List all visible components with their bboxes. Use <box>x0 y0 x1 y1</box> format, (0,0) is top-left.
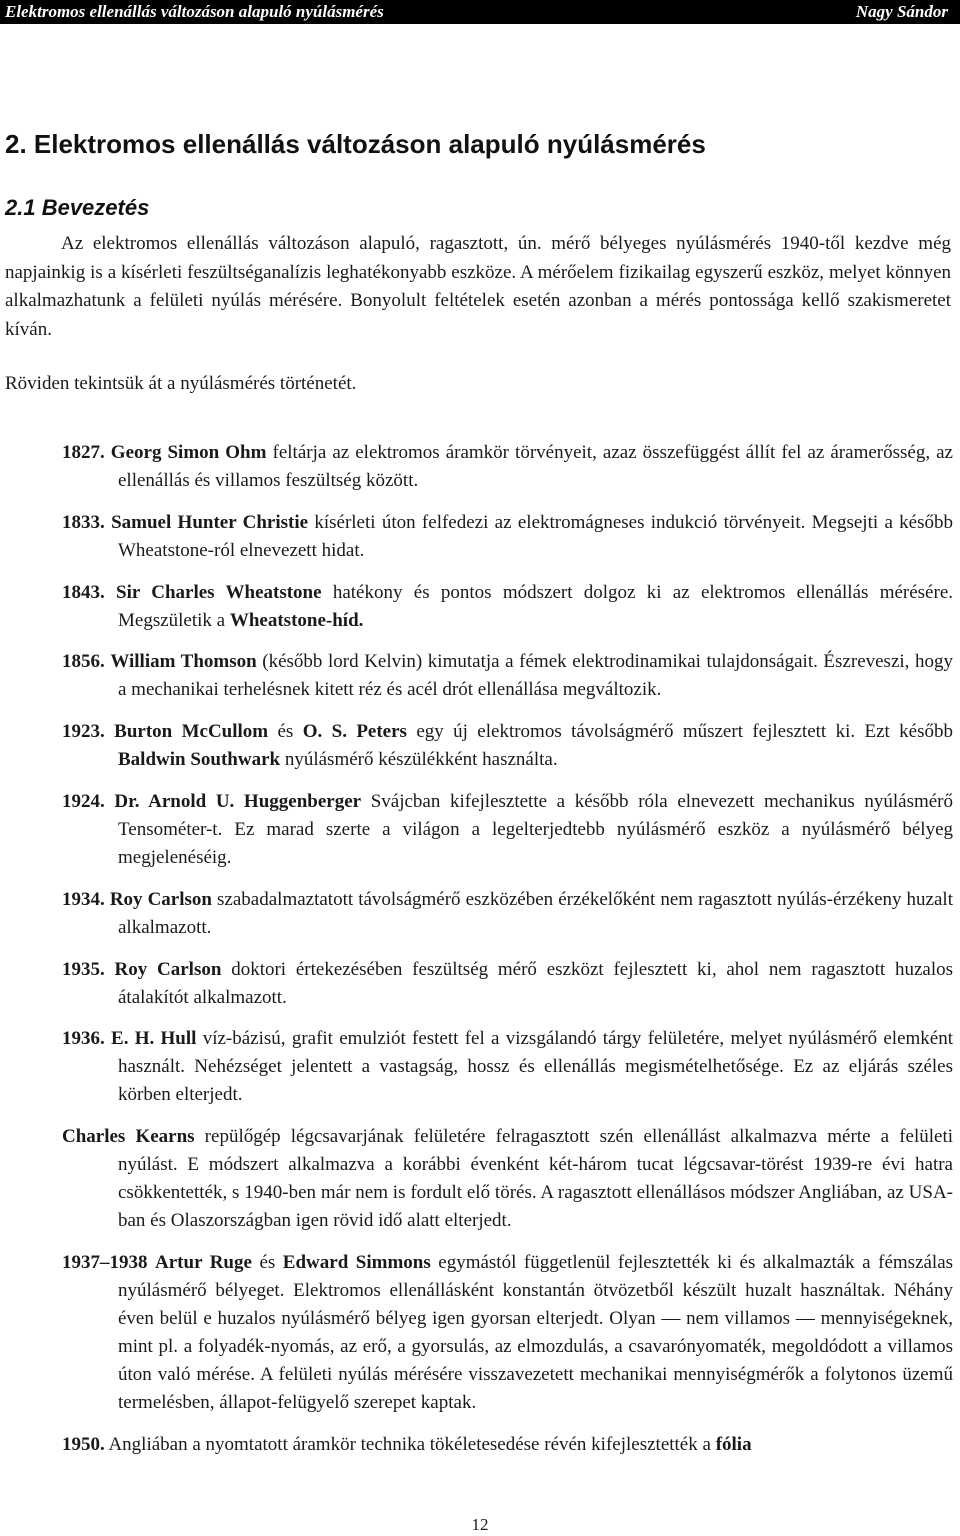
entry-text: repülőgép légcsavarjának felületére felragasztott szén ellenállást alkalmazva mérte a felületi nyúlást. E módszert alkalmazva a korábbi évenként két-három tucat légcsavar-törést 1939-re évi hatra csökkentették, s 1940-ben már nem is fordult elő törés. A ragasztott ellenállásos módszer Angliában, az USA-ban és Olaszországban igen rövid idő alatt elterjedt. <box>118 1126 953 1232</box>
entry-name: Roy Carlson <box>109 888 212 910</box>
history-entry <box>62 1123 953 1235</box>
entry-name: Sir Charles Wheatstone <box>116 581 322 603</box>
entry-year: 1923. <box>62 721 105 743</box>
history-entry <box>62 509 953 565</box>
entry-text: Angliában a nyomtatott áramkör technika tökéletesedése révén kifejlesztették a <box>108 1433 716 1455</box>
entry-name: Wheatstone-híd. <box>229 609 364 631</box>
entry-name: Baldwin Southwark <box>118 749 281 771</box>
history-entry <box>62 1249 953 1417</box>
entry-year: 1950. <box>62 1433 105 1455</box>
header-author: Nagy Sándor <box>855 2 948 21</box>
entry-name: Charles Kearns <box>62 1126 195 1148</box>
entry-text: egymástól függetlenül fejlesztették ki és alkalmazták a fémszálas nyúlásmérő bélyeget. Elektromos ellenállásként konstantán ötvözetből készült huzalt használtak. Néhány éven belül e huzalos nyúlásmérő bélyeg igen gyorsan elterjedt. Olyan — nem villamos — mennyiségeknek, mint pl. a folyadék-nyomás, az erő, a gyorsulás, az elmozdulás, a csavarónyomaték, megoldódott a villamos úton való mérése. A felületi nyúlás mérésére visszavezetett mechanikai mennyiségmérők a folytonos üzemű termelésben, állapot-felügyelő szerepet kaptak. <box>118 1251 954 1413</box>
entry-text: nyúlásmérő készülékként használta. <box>280 749 558 771</box>
entry-name: E. H. Hull <box>111 1028 197 1050</box>
entry-text: hatékony és pontos módszert dolgoz ki az elektromos ellenállás mérésére. Megszületik a <box>118 581 953 631</box>
entry-name: Burton McCullom <box>114 721 269 743</box>
entry-year: 1833. <box>62 511 105 533</box>
page-number: 12 <box>471 1515 489 1534</box>
entry-year: 1936. <box>62 1028 105 1050</box>
history-entries <box>62 439 953 1473</box>
entry-year: 1843. <box>62 581 105 603</box>
entry-year: 1924. <box>62 790 105 812</box>
entry-text: feltárja az elektromos áramkör törvényeit, azaz összefüggést állít fel az áramerősség, az ellenállás és villamos feszültség között. <box>118 442 953 491</box>
entry-name: Artur Ruge <box>155 1251 252 1273</box>
history-entry <box>62 439 953 495</box>
entry-year: 1934. <box>62 888 105 910</box>
entry-name: O. S. Peters <box>302 721 407 743</box>
entry-text: egy új elektromos távolságmérő műszert fejlesztett ki. Ezt később <box>406 721 954 743</box>
intro-paragraph <box>5 230 951 344</box>
history-entry <box>62 718 953 774</box>
entry-name: Samuel Hunter Christie <box>111 511 309 533</box>
history-entry <box>62 1431 953 1459</box>
history-entry <box>62 886 953 942</box>
intro-text: Az elektromos ellenállás változáson alapuló, ragasztott, ún. mérő bélyeges nyúlásmérés 1940-től kezdve még napjainkig is a kísérleti feszültséganalízis leghatékonyabb eszköze. A mérőelem fizikailag egyszerű eszköz, melyet könnyen alkalmazhatunk a felületi nyúlás mérésére. Bonyolult feltételek esetén azonban a mérés pontossága kellő szakismeretet kíván. <box>5 233 951 340</box>
entry-text: kísérleti úton felfedezi az elektromágneses indukció törvényeit. Megsejti a később Wheatstone-ról elnevezett hidat. <box>118 511 954 561</box>
entry-name: fólia <box>715 1433 752 1455</box>
entry-text: doktori értekezésében feszültség mérő eszközt fejlesztett ki, ahol nem ragasztott huzalos átalakítót alkalmazott. <box>118 958 953 1008</box>
entry-text: szabadalmaztatott távolságmérő eszközében érzékelőként nem ragasztott nyúlás-érzékeny huzalt alkalmazott. <box>118 888 953 938</box>
history-intro: Röviden tekintsük át a nyúlásmérés történetét. <box>5 373 357 394</box>
entry-year: 1935. <box>62 958 105 980</box>
entry-text: és <box>268 721 303 743</box>
history-entry <box>62 579 953 635</box>
entry-year: 1827. <box>62 442 105 463</box>
history-entry <box>62 788 953 872</box>
entry-name: Roy Carlson <box>114 958 222 980</box>
header-title: Elektromos ellenállás változáson alapuló nyúlásmérés <box>5 2 384 21</box>
entry-name: Edward Simmons <box>282 1251 431 1273</box>
entry-year: 1937–1938 <box>62 1251 148 1273</box>
history-entry <box>62 648 953 704</box>
entry-name: William Thomson <box>110 651 257 673</box>
chapter-title: 2. Elektromos ellenállás változáson alapuló nyúlásmérés <box>5 129 706 159</box>
entry-text: (később lord Kelvin) kimutatja a fémek elektrodinamikai tulajdonságait. Észreveszi, hogy a mechanikai terhelésnek kitett réz és acél drót ellenállása megváltozik. <box>118 651 953 701</box>
entry-year: 1856. <box>62 651 105 673</box>
section-title: 2.1 Bevezetés <box>5 195 150 220</box>
entry-name: Georg Simon Ohm <box>110 442 267 463</box>
running-header <box>0 0 960 24</box>
history-entry <box>62 1025 953 1109</box>
entry-text: Svájcban kifejlesztette a később róla elnevezett mechanikus nyúlásmérő Tensométer-t. Ez marad szerte a világon a legelterjedtebb nyúlásmérő eszköz a nyúlásmérő bélyeg megjelenéséig. <box>118 790 954 868</box>
entry-text: víz-bázisú, grafit emulziót festett fel a vizsgálandó tárgy felületére, melyet nyúlásmérő elemként használt. Nehézséget jelentett a vastagság, hossz és ellenállás megismételhetősége. Ez az eljárás széles körben elterjedt. <box>118 1028 953 1106</box>
entry-name: Dr. Arnold U. Huggenberger <box>114 790 362 812</box>
entry-text: és <box>251 1251 283 1273</box>
history-entry <box>62 956 953 1012</box>
